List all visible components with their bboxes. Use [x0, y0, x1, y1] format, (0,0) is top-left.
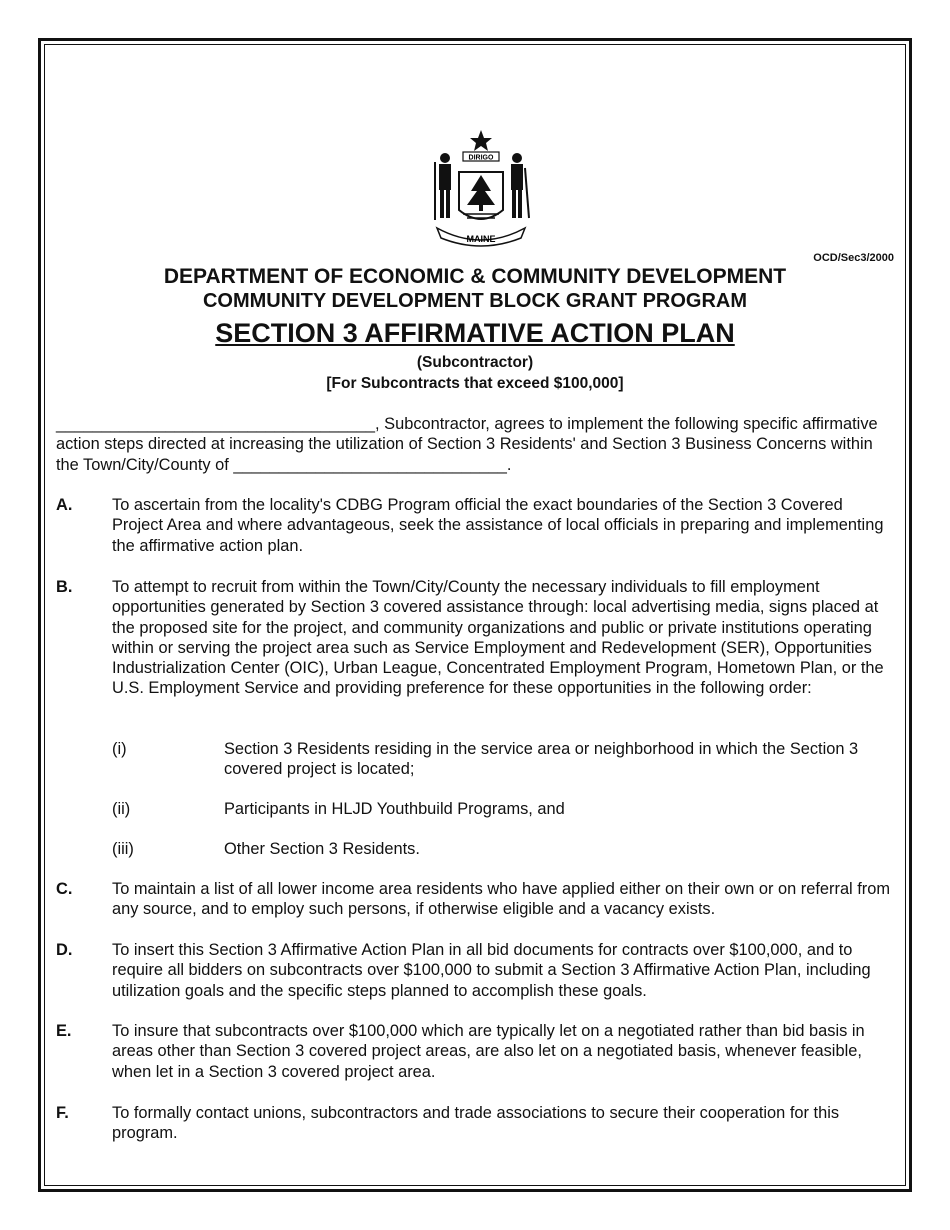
sub-item-numeral: (i) — [112, 740, 127, 758]
item-letter: E. — [56, 1022, 72, 1040]
item-text: To maintain a list of all lower income area residents who have applied either on their own or on referral from any source, and to employ such persons, if otherwise eligible and a vacancy exists. — [112, 880, 891, 919]
sub-item-i — [112, 739, 898, 780]
sub-item-iii — [112, 839, 898, 859]
item-letter: F. — [56, 1104, 69, 1122]
form-code: OCD/Sec3/2000 — [813, 252, 894, 264]
item-text: To ascertain from the locality's CDBG Program official the exact boundaries of the Section 3 Covered Project Area and where advantageous, seek the assistance of local officials in preparing and implementing the affirmative action plan. — [112, 496, 884, 555]
item-text: To insert this Section 3 Affirmative Action Plan in all bid documents for contracts over $100,000, and to require all bidders on subcontracts over $100,000 to submit a Section 3 Affirmative Action Plan, including utilization goals and the specific steps planned to accomplish these goals. — [112, 941, 871, 1000]
list-item-a — [56, 495, 898, 556]
item-text: To attempt to recruit from within the Town/City/County the necessary individuals to fill employment opportunities generated by Section 3 covered assistance through: local advertising media, signs placed at the proposed site for the project, and community organizations and public or private institutions operating within or serving the project area such as Service Employment and Redevelopment (SER), Opportunities Industrialization Center (OIC), Urban League, Concentrated Employment Program, Hometown Plan, or the U.S. Employment Service and providing preference for these opportunities in the following order: — [112, 578, 884, 698]
item-text: To insure that subcontracts over $100,000 which are typically let on a negotiated rather than bid basis in areas other than Section 3 covered project areas, are also let on a negotiated basis, whenever feasible, when let in a Section 3 covered project area. — [112, 1022, 865, 1081]
page-title: SECTION 3 AFFIRMATIVE ACTION PLAN — [215, 318, 735, 348]
sub-item-numeral: (iii) — [112, 840, 134, 858]
subtitle: (Subcontractor) — [416, 354, 534, 371]
sub-item-text: Other Section 3 Residents. — [224, 840, 420, 858]
item-letter: C. — [56, 880, 73, 898]
item-letter: D. — [56, 941, 73, 959]
program-name: COMMUNITY DEVELOPMENT BLOCK GRANT PROGRAM — [202, 290, 748, 312]
sub-item-ii — [112, 799, 898, 819]
sub-item-text: Section 3 Residents residing in the service area or neighborhood in which the Section 3 covered project is located; — [224, 740, 859, 779]
seal-motto: DIRIGO — [468, 154, 494, 162]
list-item-e — [56, 1021, 898, 1082]
list-item-f — [56, 1103, 898, 1144]
subcontract-note: [For Subcontracts that exceed $100,000] — [326, 375, 624, 392]
sub-item-numeral: (ii) — [112, 800, 131, 818]
list-item-d — [56, 940, 898, 1001]
item-letter: B. — [56, 578, 73, 596]
sub-item-text: Participants in HLJD Youthbuild Programs, and — [224, 800, 565, 818]
list-item-b — [56, 577, 898, 699]
seal-banner-text: MAINE — [466, 234, 496, 244]
department-name: DEPARTMENT OF ECONOMIC & COMMUNITY DEVELOPMENT — [163, 265, 787, 288]
maine-state-seal-icon — [425, 128, 537, 252]
intro-paragraph: ___________________________________, Subcontractor, agrees to implement the following specific affirmative action steps directed at increasing the utilization of Section 3 Residents' and Section 3 Business Concerns within the Town/City/County of ______________________________. — [56, 415, 878, 474]
list-item-c — [56, 879, 898, 920]
document-header — [0, 264, 950, 393]
item-text: To formally contact unions, subcontractors and trade associations to secure their cooperation for this program. — [112, 1104, 840, 1143]
item-letter: A. — [56, 496, 73, 514]
